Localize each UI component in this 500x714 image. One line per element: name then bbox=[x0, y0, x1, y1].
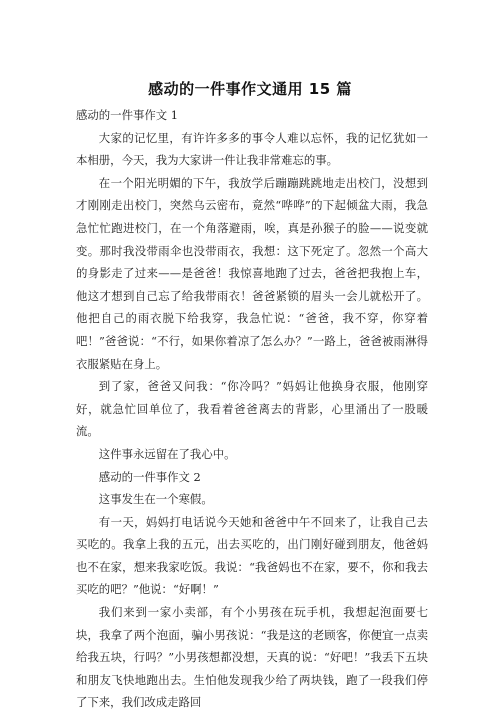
document-paragraph: 大家的记忆里，有许许多多的事令人难以忘怀，我的记忆犹如一本相册，今天，我为大家讲一件让我非常难忘的事。 bbox=[76, 130, 428, 168]
document-paragraph: 这事发生在一个寒假。 bbox=[98, 492, 213, 507]
document-title: 感动的一件事作文通用 15 篇 bbox=[148, 80, 352, 98]
document-body bbox=[76, 104, 428, 714]
document-paragraph: 有一天，妈妈打电话说今天她和爸爸中午不回来了，让我自己去买吃的。我拿上我的五元，出去买吃的，出门刚好碰到朋友，他爸妈也不在家，想来我家吃饭。我说：“我爸妈也不在家，要不，你和我去买吃的吧？”他说：“好啊！” bbox=[76, 514, 428, 597]
document-paragraph: 感动的一件事作文 2 bbox=[98, 469, 201, 484]
document-paragraph: 感动的一件事作文 1 bbox=[76, 108, 178, 122]
document-paragraph: 在一个阳光明媚的下午，我放学后蹦蹦跳跳地走出校门，没想到才刚刚走出校门，突然乌云密布，竟然“哗哗”的下起倾盆大雨，我急急忙忙跑进校门，在一个角落避雨，唉，真是孙猴子的脸——说变就变。那时我没带雨伞也没带雨衣，我想：这下死定了。忽然一个高大的身影走了过来——是爸爸！我惊喜地跑了过去，爸爸把我抱上车，他这才想到自己忘了给我带雨衣！爸爸紧锁的眉头一会儿就松开了。他把自己的雨衣脱下给我穿，我急忙说：“爸爸，我不穿，你穿着吧！”爸爸说：“不行，如果你着凉了怎么办？”一路上，爸爸被雨淋得衣服紧贴在身上。 bbox=[76, 175, 428, 371]
document-paragraph: 我们来到一家小卖部，有个小男孩在玩手机，我想起泡面要七块，我拿了两个泡面，骗小男孩说：“我是这的老顾客，你便宜一点卖给我五块，行吗？”小男孩想都没想，天真的说：“好吧！”我丢下五块和朋友飞快地跑出去。生怕他发现我少给了两块钱，跑了一段我们停了下来，我们改成走路回 bbox=[76, 605, 428, 710]
document-paragraph: 到了家，爸爸又问我：“你冷吗？”妈妈让他换身衣服，他刚穿好，就急忙回单位了，我看着爸爸离去的背影，心里涌出了一股暖流。 bbox=[76, 379, 428, 439]
document-paragraph: 这件事永远留在了我心中。 bbox=[98, 446, 236, 461]
